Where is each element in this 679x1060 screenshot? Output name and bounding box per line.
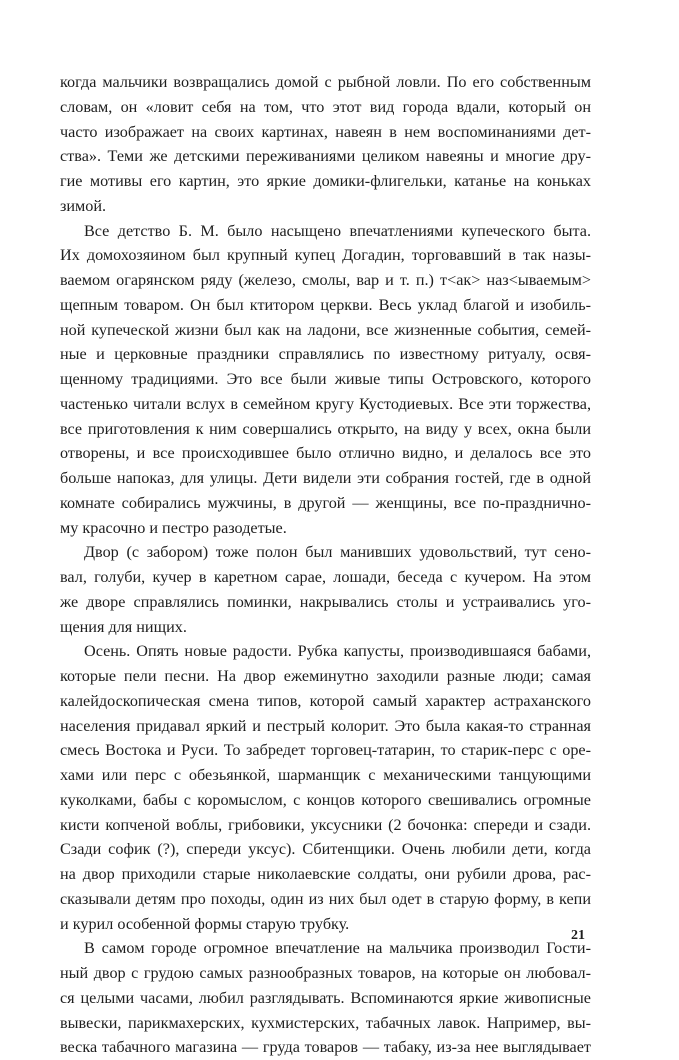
text-line: Все детство Б. М. было насыщено впечатлениями купеческого быта. bbox=[84, 221, 591, 240]
text-line: ный двор с грудою самых разнообразных товаров, на которые он любовал- bbox=[60, 964, 591, 982]
text-line: же дворе справлялись поминки, накрывались столы и устраивались уго- bbox=[60, 592, 591, 611]
text-line: щения для нищих. bbox=[60, 617, 187, 636]
text-line: смесь Востока и Руси. То забредет торговец-татарин, то старик-перс с оре- bbox=[60, 741, 591, 760]
page-body bbox=[60, 70, 591, 1060]
paragraph bbox=[60, 936, 591, 1060]
text-line: вывески, парикмахерских, кухмистерских, табачных лавок. Например, вы- bbox=[60, 1013, 591, 1032]
text-line: отворены, и все происходившее было отлично видно, и делалось все это bbox=[60, 444, 591, 463]
text-line: Их домохозяином был крупный купец Догадин, торговавший в так назы- bbox=[60, 246, 591, 265]
text-line: населения придавал яркий и пестрый колорит. Это была какая-то странная bbox=[60, 716, 591, 735]
text-line: частенько читали вслух в семейном кругу Кустодиевых. Все эти торжества, bbox=[60, 394, 591, 413]
text-line: Сзади софик (?), спереди уксус). Сбитенщики. Очень любили дети, когда bbox=[60, 840, 591, 859]
text-line: калейдоскопическая смена типов, которой самый характер астраханского bbox=[60, 691, 591, 710]
text-line: больше напоказ, для улицы. Дети видели эти собрания гостей, где в одной bbox=[60, 469, 591, 487]
text-line: вал, голуби, кучер в каретном сарае, лошади, беседа с кучером. На этом bbox=[60, 568, 591, 586]
text-line: гие мотивы его картин, это яркие домики-флигельки, катанье на коньках bbox=[60, 172, 591, 190]
text-line: хами или перс с обезьянкой, шарманщик с механическими танцующими bbox=[60, 766, 591, 784]
text-line: Двор (с забором) тоже полон был манивших удовольствий, тут сено- bbox=[84, 543, 591, 562]
text-line: и курил особенной формы старую трубку. bbox=[60, 914, 350, 933]
text-line: зимой. bbox=[60, 196, 107, 215]
text-line: В самом городе огромное впечатление на мальчика производил Гости- bbox=[84, 939, 591, 958]
text-line: которые пели песни. На двор ежеминутно заходили разные люди; самая bbox=[60, 667, 591, 685]
text-line: комнате собирались мужчины, в другой — женщины, все по-празднично- bbox=[60, 493, 591, 512]
text-line: ные и церковные праздники справлялись по известному ритуалу, освя- bbox=[60, 345, 591, 364]
text-line: ной купеческой жизни был как на ладони, все жизненные события, семей- bbox=[60, 320, 591, 339]
text-line: веска табачного магазина — груда товаров — табаку, из-за нее выглядывает bbox=[60, 1038, 591, 1057]
text-line: куколками, бабы с коромыслом, с концов которого свешивались огромные bbox=[60, 790, 591, 809]
text-line: когда мальчики возвращались домой с рыбной ловли. По его собственным bbox=[60, 73, 591, 91]
text-line: му красочно и пестро разодетые. bbox=[60, 518, 287, 537]
text-line: ства». Теми же детскими переживаниями целиком навеяны и многие дру- bbox=[60, 147, 591, 166]
text-line: сказывали детям про походы, один из них был одет в старую форму, в кепи bbox=[60, 889, 591, 908]
paragraph bbox=[60, 639, 591, 936]
text-line: ваемом огарянском ряду (железо, смолы, вар и т. п.) т<ак> наз<ываемым> bbox=[60, 271, 591, 289]
text-line: часто изображает на своих картинах, навеян в нем воспоминаниями дет- bbox=[60, 122, 591, 141]
text-line: Осень. Опять новые радости. Рубка капусты, производившаяся бабами, bbox=[84, 642, 591, 661]
page-number: 21 bbox=[571, 928, 585, 943]
paragraph bbox=[60, 219, 591, 541]
text-line: ся целыми часами, любил разглядывать. Вспоминаются яркие живописные bbox=[60, 988, 591, 1007]
text-line: словам, он «ловит себя на том, что этот вид города вдали, который он bbox=[60, 97, 591, 116]
text-line: щепным товаром. Он был ктитором церкви. Весь уклад благой и изобиль- bbox=[60, 295, 591, 314]
text-line: на двор приходили старые николаевские солдаты, они рубили дрова, рас- bbox=[60, 865, 591, 883]
paragraph bbox=[60, 540, 591, 639]
text-line: кисти копченой воблы, грибовики, уксусники (2 бочонка: спереди и сзади. bbox=[60, 815, 591, 834]
paragraph bbox=[60, 70, 591, 219]
text-line: щенному традициями. Это все были живые типы Островского, которого bbox=[60, 370, 591, 388]
text-line: все приготовления к ним совершались открыто, на виду у всех, окна были bbox=[60, 419, 591, 438]
